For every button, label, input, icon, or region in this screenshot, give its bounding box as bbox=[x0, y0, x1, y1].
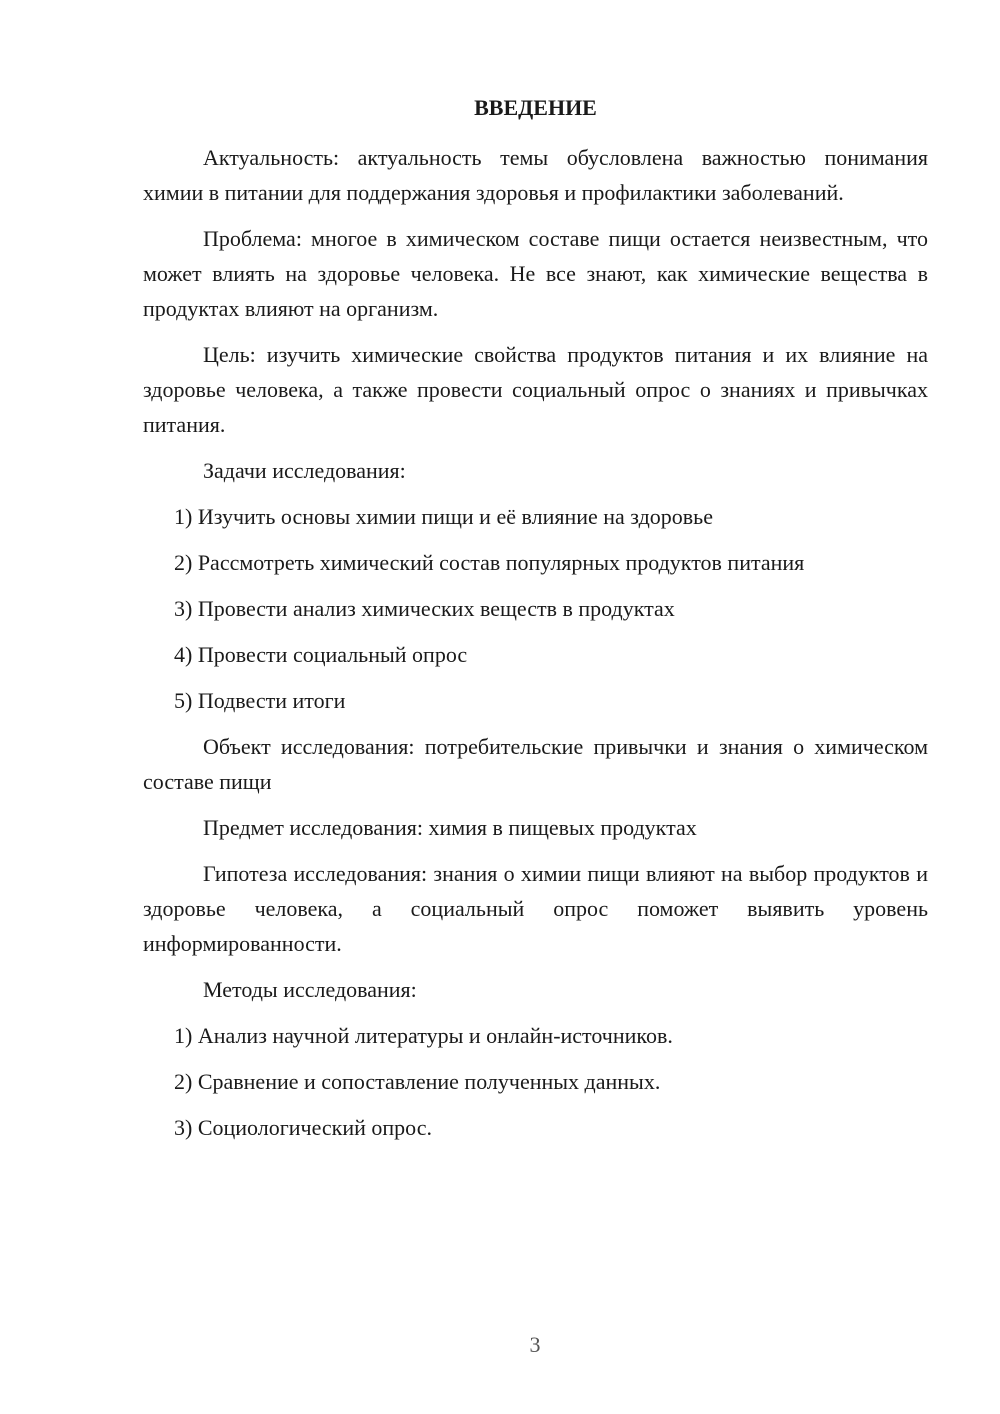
section-title: ВВЕДЕНИЕ bbox=[474, 95, 597, 120]
task-item: 4) Провести социальный опрос bbox=[174, 642, 468, 667]
document-body bbox=[143, 92, 928, 1156]
method-item: 1) Анализ научной литературы и онлайн-источников. bbox=[174, 1023, 673, 1048]
tasks-heading: Задачи исследования: bbox=[203, 458, 406, 483]
goal-paragraph: Цель: изучить химические свойства продуктов питания и их влияние на здоровье человека, а также провести социальный опрос о знаниях и привычках питания. bbox=[143, 342, 928, 437]
page-number: 3 bbox=[529, 1332, 541, 1357]
object-paragraph: Объект исследования: потребительские привычки и знания о химическом составе пищи bbox=[143, 734, 928, 794]
task-item: 2) Рассмотреть химический состав популярных продуктов питания bbox=[174, 550, 805, 575]
methods-heading: Методы исследования: bbox=[203, 977, 417, 1002]
task-item: 1) Изучить основы химии пищи и её влияние на здоровье bbox=[174, 504, 713, 529]
hypothesis-paragraph: Гипотеза исследования: знания о химии пищи влияют на выбор продуктов и здоровье человека, а социальный опрос поможет выявить уровень информированности. bbox=[143, 861, 928, 956]
task-item: 3) Провести анализ химических веществ в продуктах bbox=[174, 596, 675, 621]
subject-line: Предмет исследования: химия в пищевых продуктах bbox=[203, 815, 697, 840]
method-item: 3) Социологический опрос. bbox=[174, 1115, 432, 1140]
problem-paragraph: Проблема: многое в химическом составе пищи остается неизвестным, что может влиять на здоровье человека. Не все знают, как химические вещества в продуктах влияют на организм. bbox=[143, 226, 928, 321]
actuality-paragraph: Актуальность: актуальность темы обусловлена важностью понимания химии в питании для поддержания здоровья и профилактики заболеваний. bbox=[143, 145, 928, 205]
task-item: 5) Подвести итоги bbox=[174, 688, 346, 713]
method-item: 2) Сравнение и сопоставление полученных данных. bbox=[174, 1069, 661, 1094]
